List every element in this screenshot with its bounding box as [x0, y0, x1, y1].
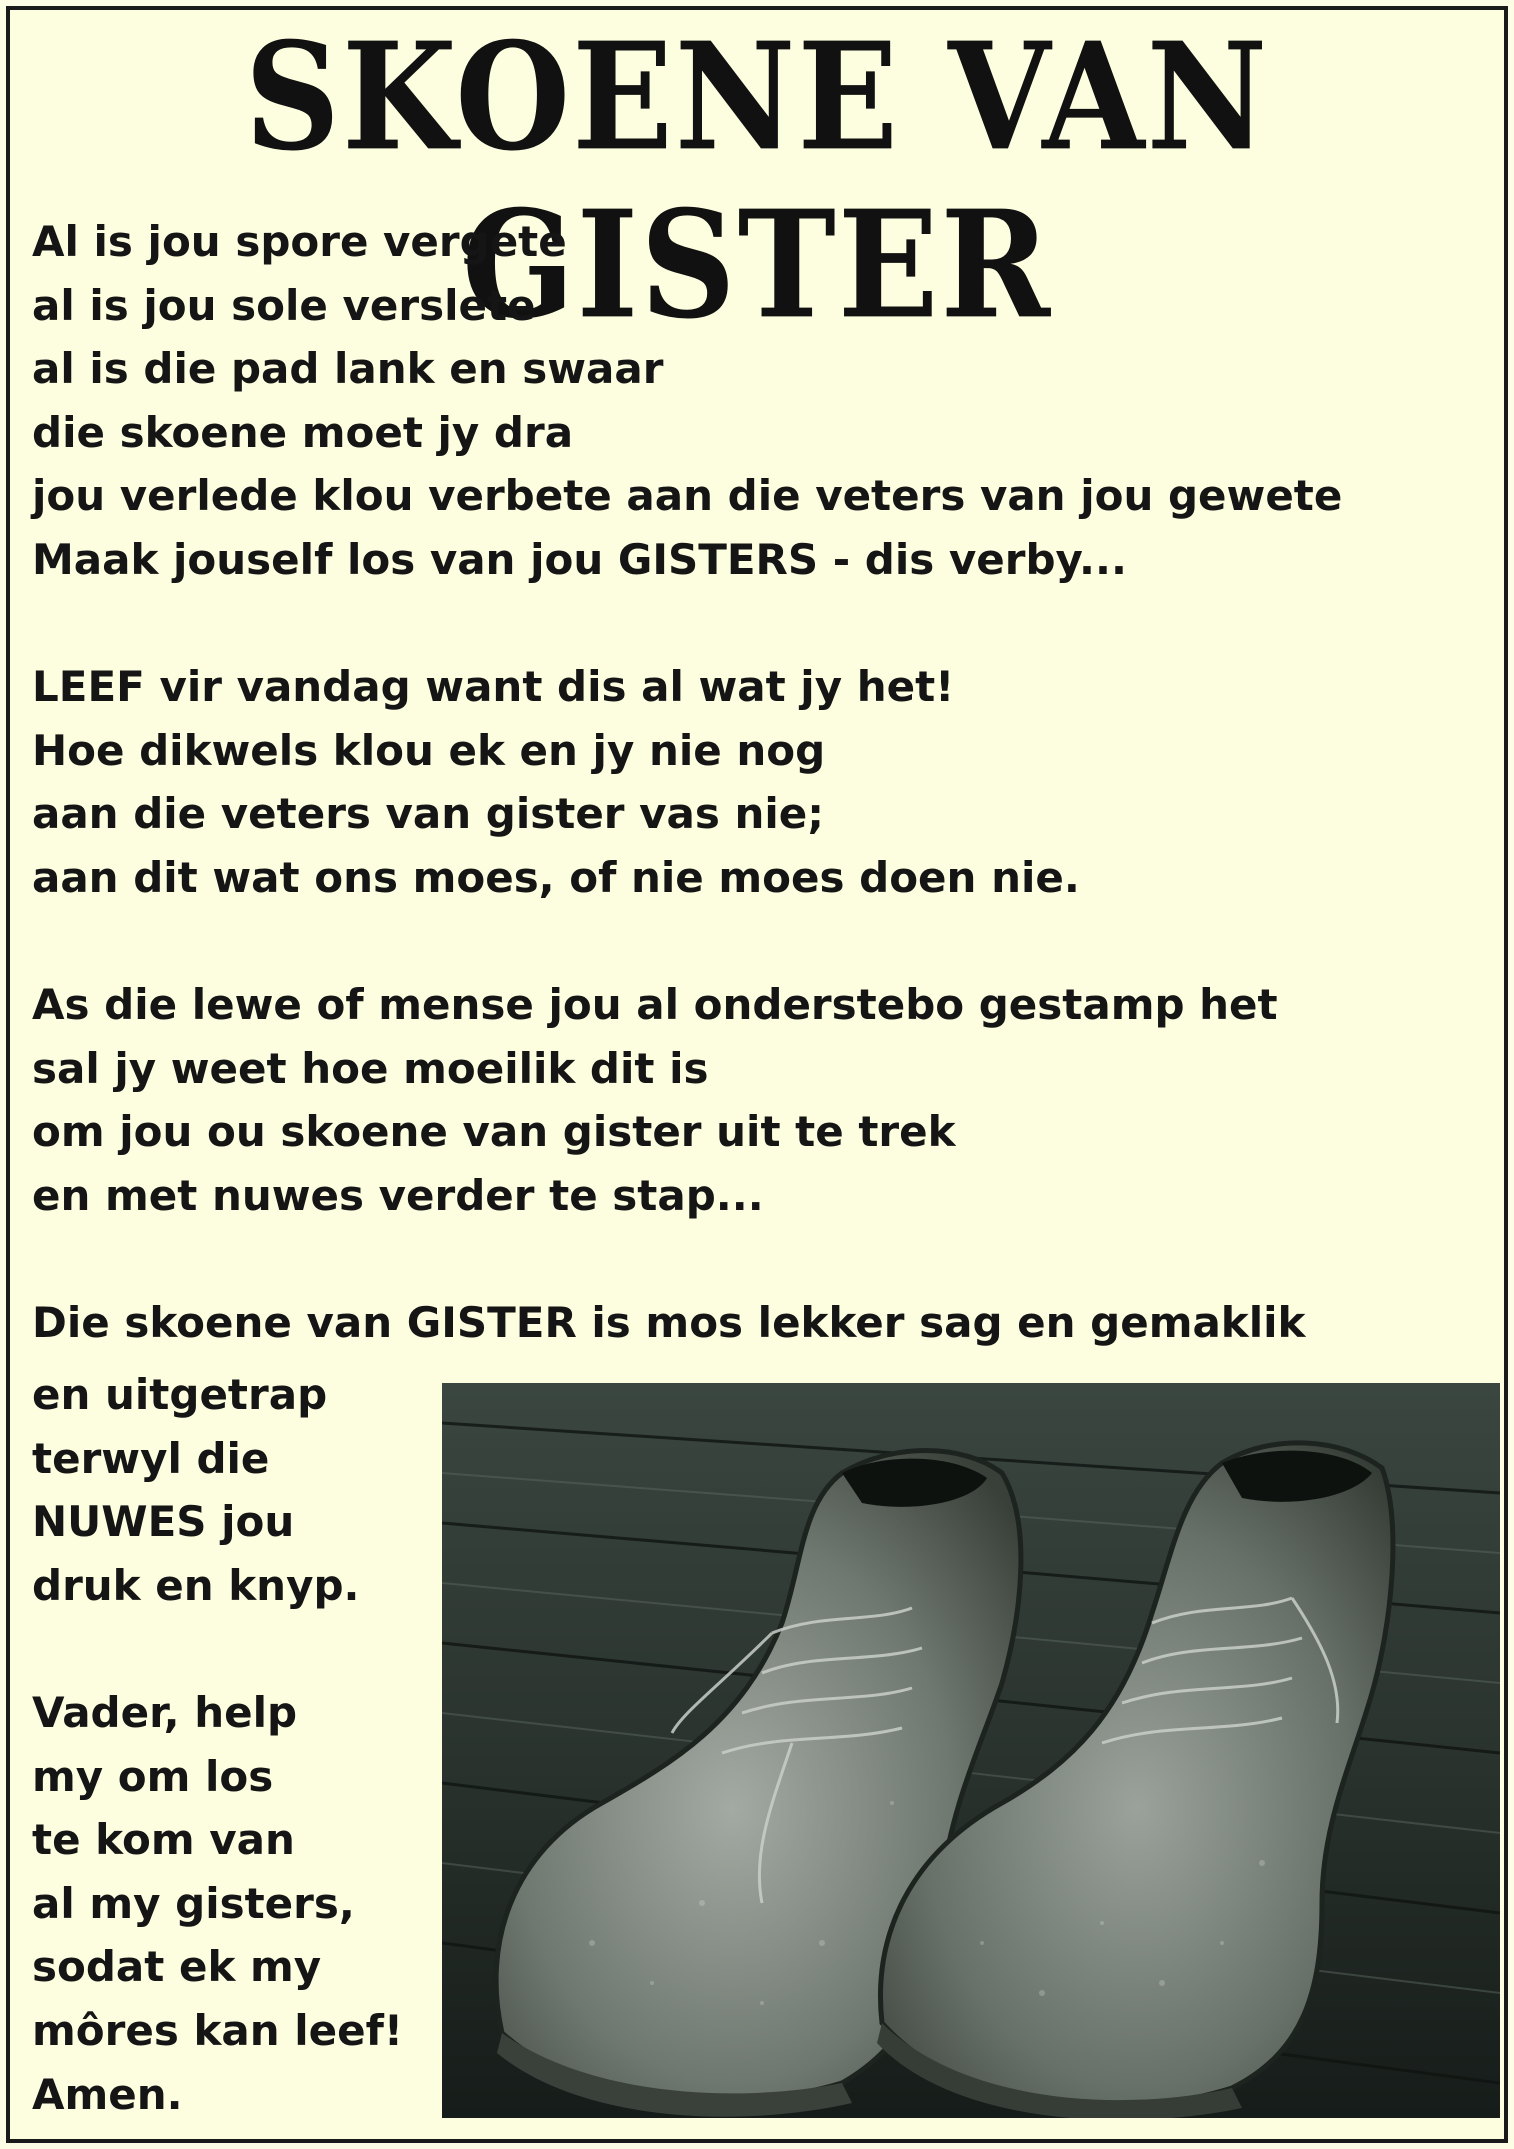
poem-line: en met nuwes verder te stap...	[32, 1170, 764, 1220]
poem-line: môres kan leef!	[32, 2005, 404, 2055]
poem-line: al my gisters,	[32, 1878, 355, 1928]
stanza-gap	[32, 1617, 403, 1681]
poem-line: om jou ou skoene van gister uit te trek	[32, 1107, 956, 1157]
poem-body	[32, 210, 1342, 1355]
poem-line: my om los	[32, 1751, 274, 1801]
poem-line: sal jy weet hoe moeilik dit is	[32, 1043, 709, 1093]
poem-line: Hoe dikwels klou ek en jy nie nog	[32, 725, 826, 775]
poem-side-column	[32, 1363, 403, 2126]
poem-line: Al is jou spore vergete	[32, 217, 567, 266]
stanza-gap	[32, 1228, 1342, 1292]
poem-line: NUWES jou	[32, 1497, 295, 1547]
poem-line: Amen.	[32, 2069, 183, 2119]
poem-line: jou verlede klou verbete aan die veters van jou gewete	[32, 471, 1343, 521]
poem-line: al is jou sole verslete	[32, 280, 536, 330]
poem-line: druk en knyp.	[32, 1560, 360, 1610]
poem-line: Die skoene van GISTER is mos lekker sag en gemaklik	[32, 1298, 1306, 1348]
poem-line: LEEF vir vandag want dis al wat jy het!	[32, 662, 955, 712]
poem-line: al is die pad lank en swaar	[32, 344, 664, 394]
poster	[6, 6, 1508, 2143]
stanza-gap	[32, 910, 1342, 974]
poem-line: As die lewe of mense jou al onderstebo gestamp het	[32, 980, 1278, 1030]
poem-title: SKOENE VAN GISTER	[244, 10, 1270, 353]
boots-illustration	[442, 1383, 1500, 2118]
poem-line: terwyl die	[32, 1433, 270, 1483]
poem-line: aan die veters van gister vas nie;	[32, 789, 825, 839]
stanza-gap	[32, 592, 1342, 656]
old-boots-photo	[442, 1383, 1500, 2118]
poem-line: aan dit wat ons moes, of nie moes doen nie.	[32, 852, 1080, 902]
poem-line: en uitgetrap	[32, 1370, 328, 1419]
poem-line: die skoene moet jy dra	[32, 407, 574, 457]
poem-line: sodat ek my	[32, 1942, 322, 1992]
poem-line: Vader, help	[32, 1687, 298, 1737]
poem-line: te kom van	[32, 1815, 295, 1865]
poem-line: Maak jouself los van jou GISTERS - dis verby...	[32, 534, 1127, 584]
